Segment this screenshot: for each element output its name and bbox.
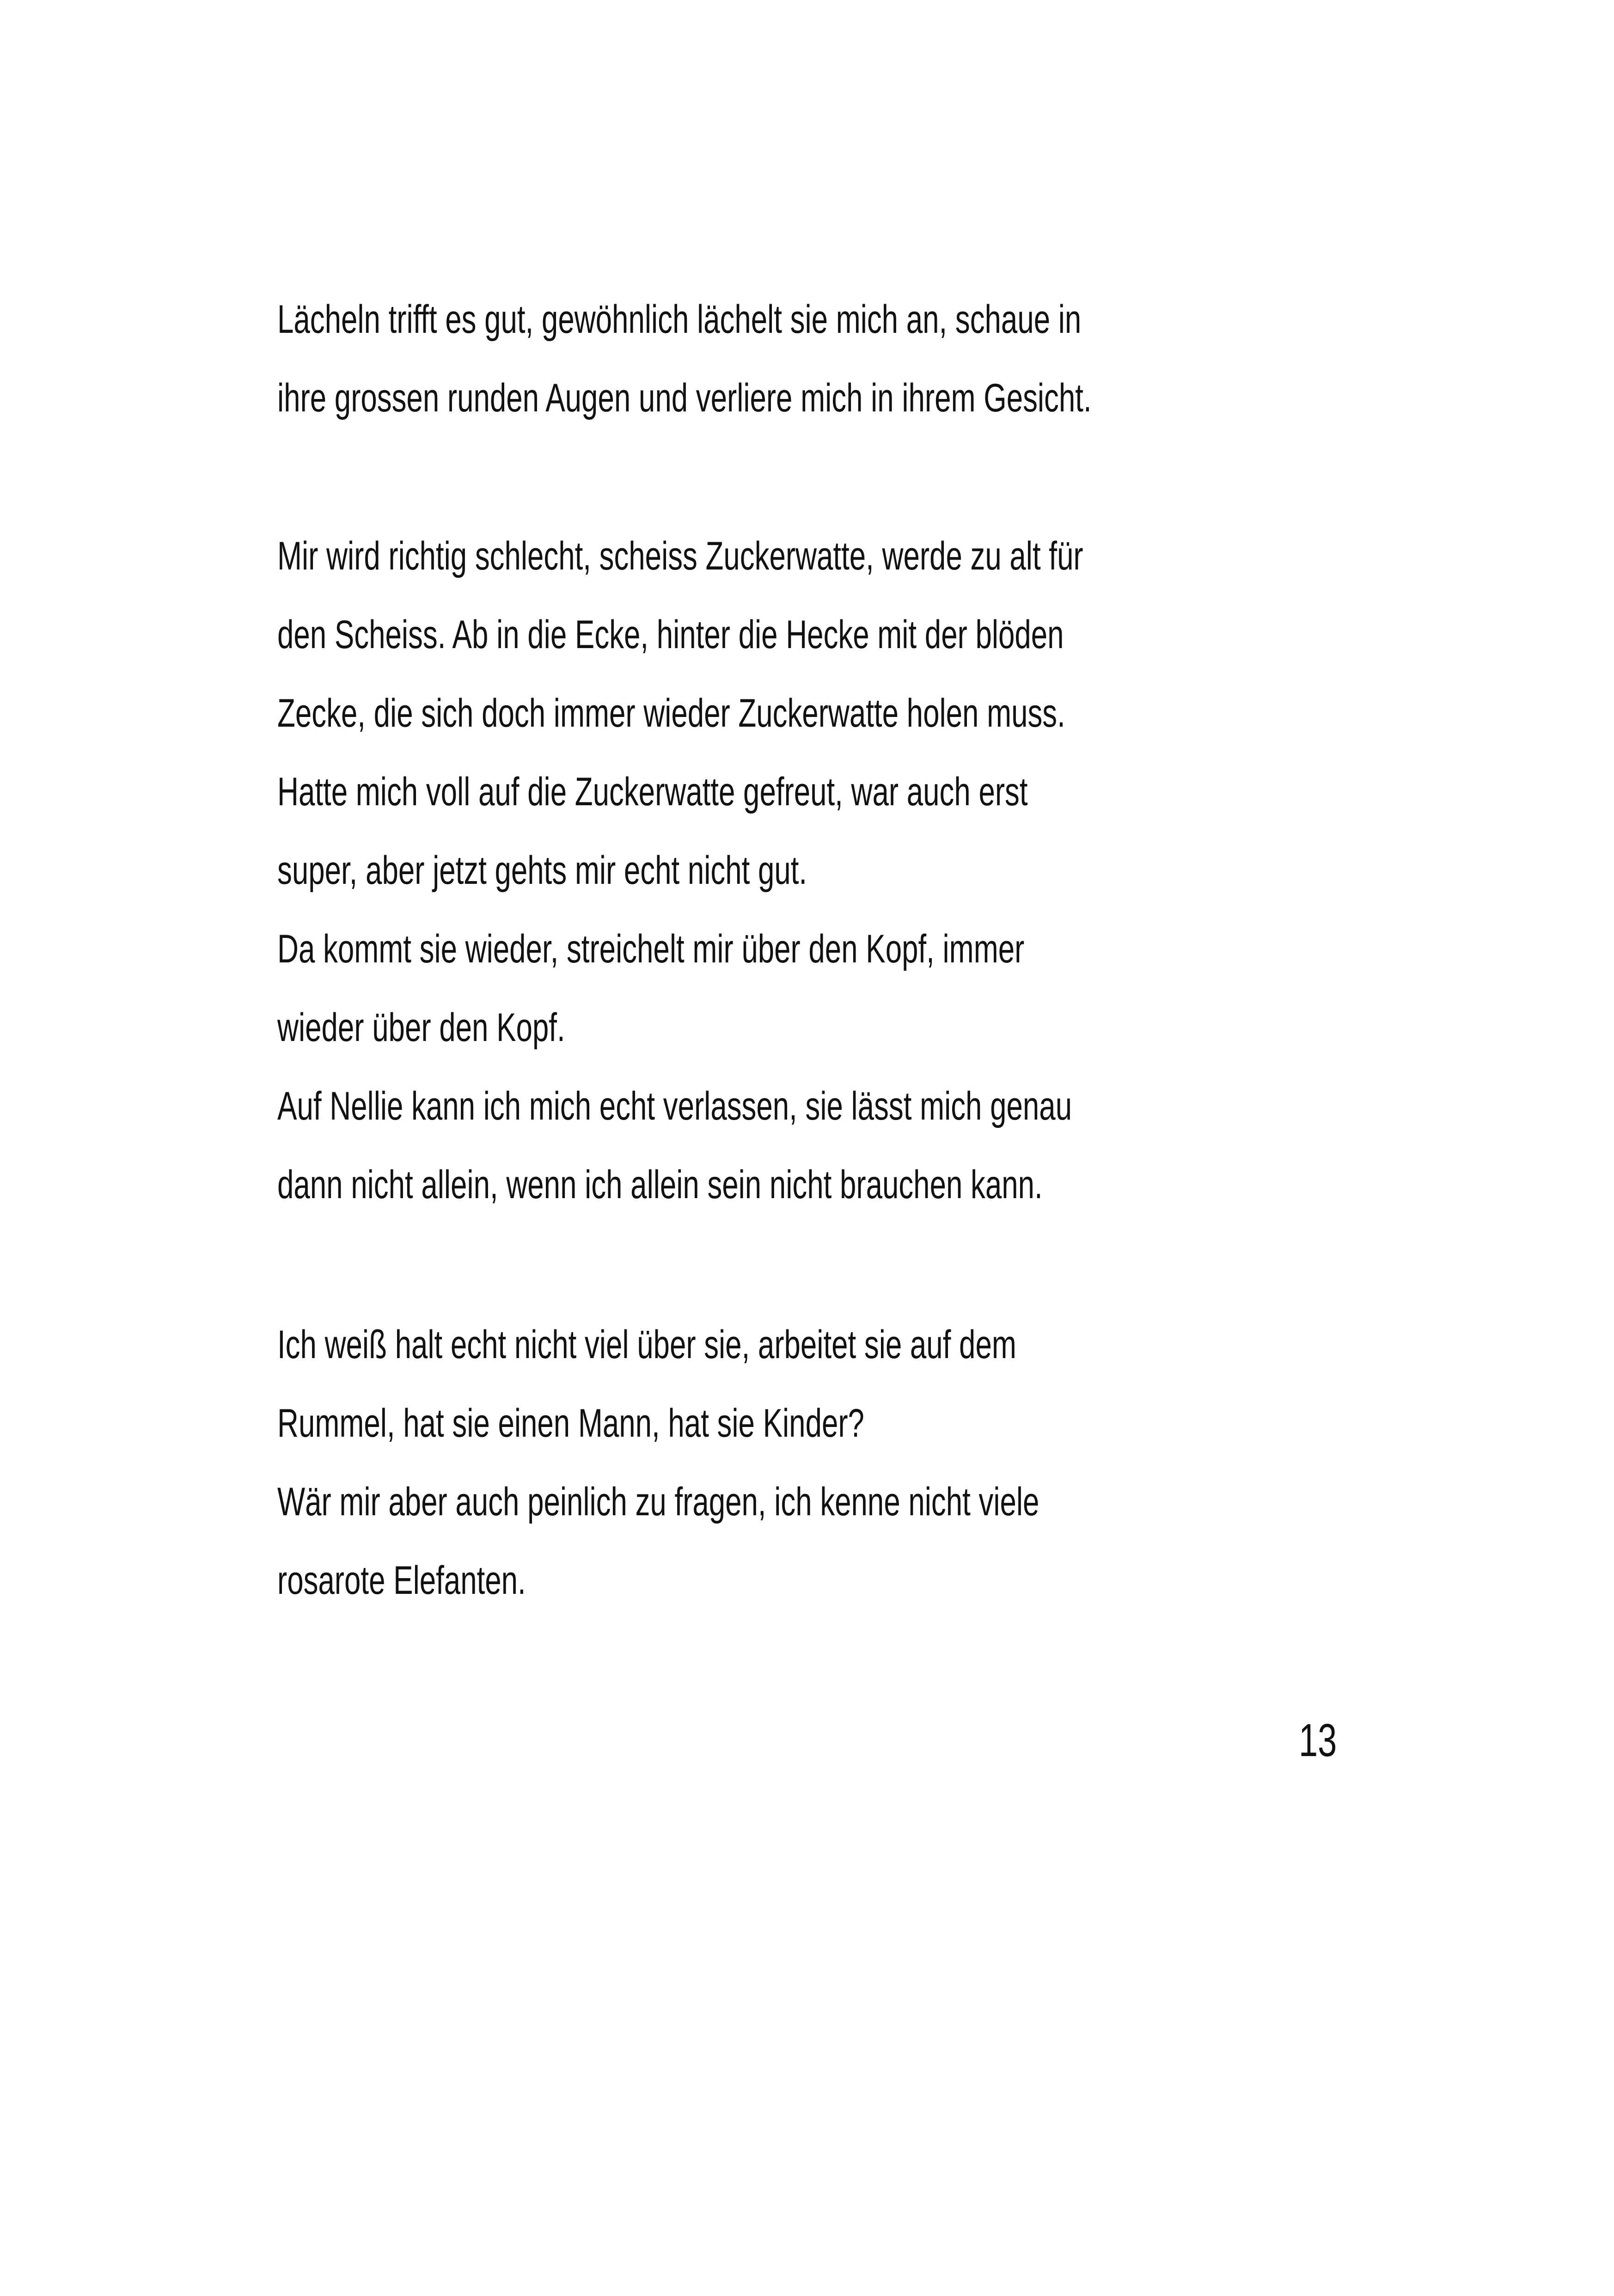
text-line: Rummel, hat sie einen Mann, hat sie Kinder? bbox=[277, 1401, 864, 1445]
paragraph-1 bbox=[277, 280, 1092, 437]
text-line: super, aber jetzt gehts mir echt nicht gut. bbox=[277, 848, 807, 893]
text-line: wieder über den Kopf. bbox=[277, 1005, 565, 1050]
text-line: Da kommt sie wieder, streichelt mir über den Kopf, immer bbox=[277, 927, 1025, 971]
paragraph-2 bbox=[277, 517, 1081, 1224]
text-line: Wär mir aber auch peinlich zu fragen, ich kenne nicht viele bbox=[277, 1480, 1039, 1524]
text-line: ihre grossen runden Augen und verliere mich in ihrem Gesicht. bbox=[277, 376, 1092, 420]
text-line: den Scheiss. Ab in die Ecke, hinter die Hecke mit der blöden bbox=[277, 612, 1064, 657]
text-line: Zecke, die sich doch immer wieder Zuckerwatte holen muss. bbox=[277, 691, 1065, 735]
text-line: Hatte mich voll auf die Zuckerwatte gefreut, war auch erst bbox=[277, 770, 1028, 814]
text-line: rosarote Elefanten. bbox=[277, 1558, 526, 1603]
text-line: dann nicht allein, wenn ich allein sein nicht brauchen kann. bbox=[277, 1163, 1043, 1207]
paragraph-3 bbox=[277, 1305, 1081, 1620]
text-line: Mir wird richtig schlecht, scheiss Zuckerwatte, werde zu alt für bbox=[277, 534, 1083, 578]
text-line: Auf Nellie kann ich mich echt verlassen, sie lässt mich genau bbox=[277, 1084, 1072, 1128]
text-line: Ich weiß halt echt nicht viel über sie, arbeitet sie auf dem bbox=[277, 1322, 1016, 1367]
text-line: Lächeln trifft es gut, gewöhnlich lächelt sie mich an, schaue in bbox=[277, 297, 1082, 342]
page-number: 13 bbox=[1299, 1714, 1337, 1766]
